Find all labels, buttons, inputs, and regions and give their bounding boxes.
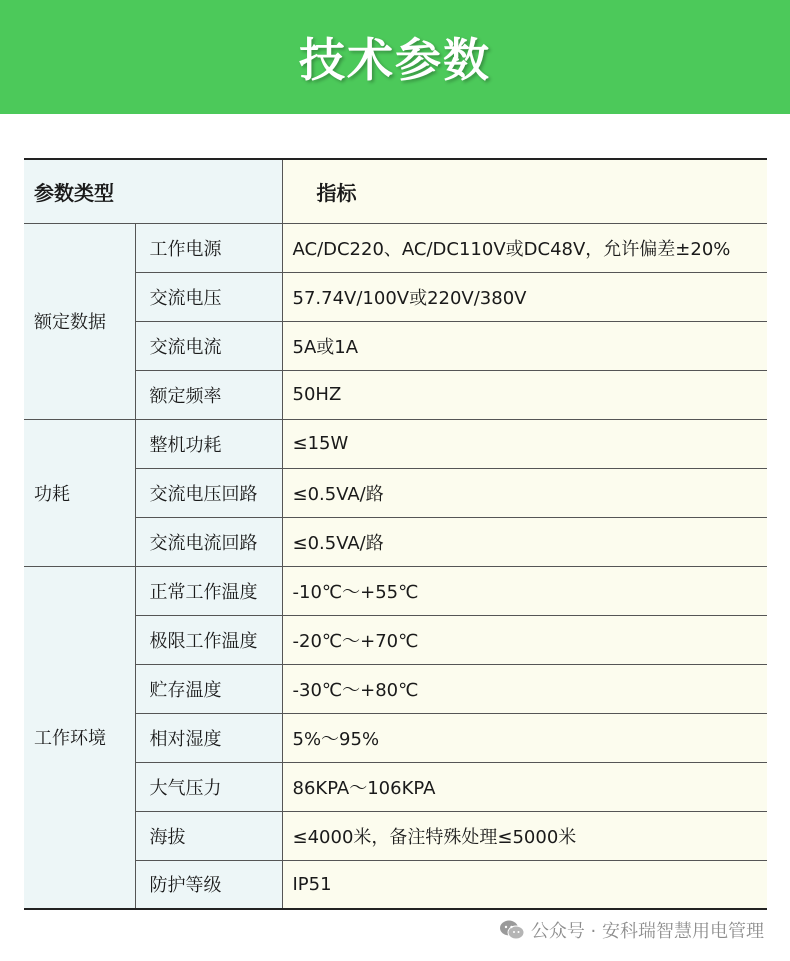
param-name-cell: 交流电压 (135, 272, 282, 321)
category-cell: 工作环境 (24, 566, 135, 909)
watermark-text: 公众号 · 安科瑞智慧用电管理 (530, 921, 764, 942)
table-row (24, 713, 767, 762)
table-row (24, 566, 767, 615)
table-row (24, 223, 767, 272)
param-name-cell: 防护等级 (135, 860, 282, 909)
param-value-cell: IP51 (282, 860, 767, 909)
param-value-cell: ≤0.5VA/路 (282, 517, 767, 566)
param-name-cell: 交流电流 (135, 321, 282, 370)
table-row (24, 321, 767, 370)
param-name-cell: 交流电压回路 (135, 468, 282, 517)
table-row (24, 811, 767, 860)
param-value-cell: ≤0.5VA/路 (282, 468, 767, 517)
table-row (24, 419, 767, 468)
wechat-icon (499, 919, 525, 941)
table-row (24, 468, 767, 517)
param-name-cell: 极限工作温度 (135, 615, 282, 664)
watermark (499, 916, 764, 944)
header-param-type: 参数类型 (24, 159, 135, 223)
table-row (24, 762, 767, 811)
param-name-cell: 整机功耗 (135, 419, 282, 468)
header-blank-cell (135, 159, 282, 223)
category-cell: 额定数据 (24, 223, 135, 419)
param-value-cell: 57.74V/100V或220V/380V (282, 272, 767, 321)
category-cell: 功耗 (24, 419, 135, 566)
table-header-row (24, 159, 767, 223)
header-indicator: 指标 (282, 159, 767, 223)
param-name-cell: 大气压力 (135, 762, 282, 811)
param-name-cell: 贮存温度 (135, 664, 282, 713)
table-row (24, 664, 767, 713)
param-value-cell: ≤4000米，备注特殊处理≤5000米 (282, 811, 767, 860)
param-name-cell: 交流电流回路 (135, 517, 282, 566)
title-banner (0, 0, 790, 114)
table-row (24, 860, 767, 909)
table-row (24, 517, 767, 566)
param-name-cell: 相对湿度 (135, 713, 282, 762)
page-title: 技术参数 (299, 33, 491, 87)
param-name-cell: 工作电源 (135, 223, 282, 272)
param-value-cell: AC/DC220、AC/DC110V或DC48V，允许偏差±20% (282, 223, 767, 272)
param-value-cell: 5%～95% (282, 713, 767, 762)
param-value-cell: 86KPA～106KPA (282, 762, 767, 811)
param-value-cell: ≤15W (282, 419, 767, 468)
table-row (24, 370, 767, 419)
param-value-cell: -30℃～+80℃ (282, 664, 767, 713)
param-value-cell: -10℃～+55℃ (282, 566, 767, 615)
param-value-cell: -20℃～+70℃ (282, 615, 767, 664)
table-row (24, 272, 767, 321)
spec-table (24, 158, 767, 910)
table-row (24, 615, 767, 664)
param-value-cell: 5A或1A (282, 321, 767, 370)
param-name-cell: 海拔 (135, 811, 282, 860)
param-name-cell: 正常工作温度 (135, 566, 282, 615)
param-name-cell: 额定频率 (135, 370, 282, 419)
param-value-cell: 50HZ (282, 370, 767, 419)
